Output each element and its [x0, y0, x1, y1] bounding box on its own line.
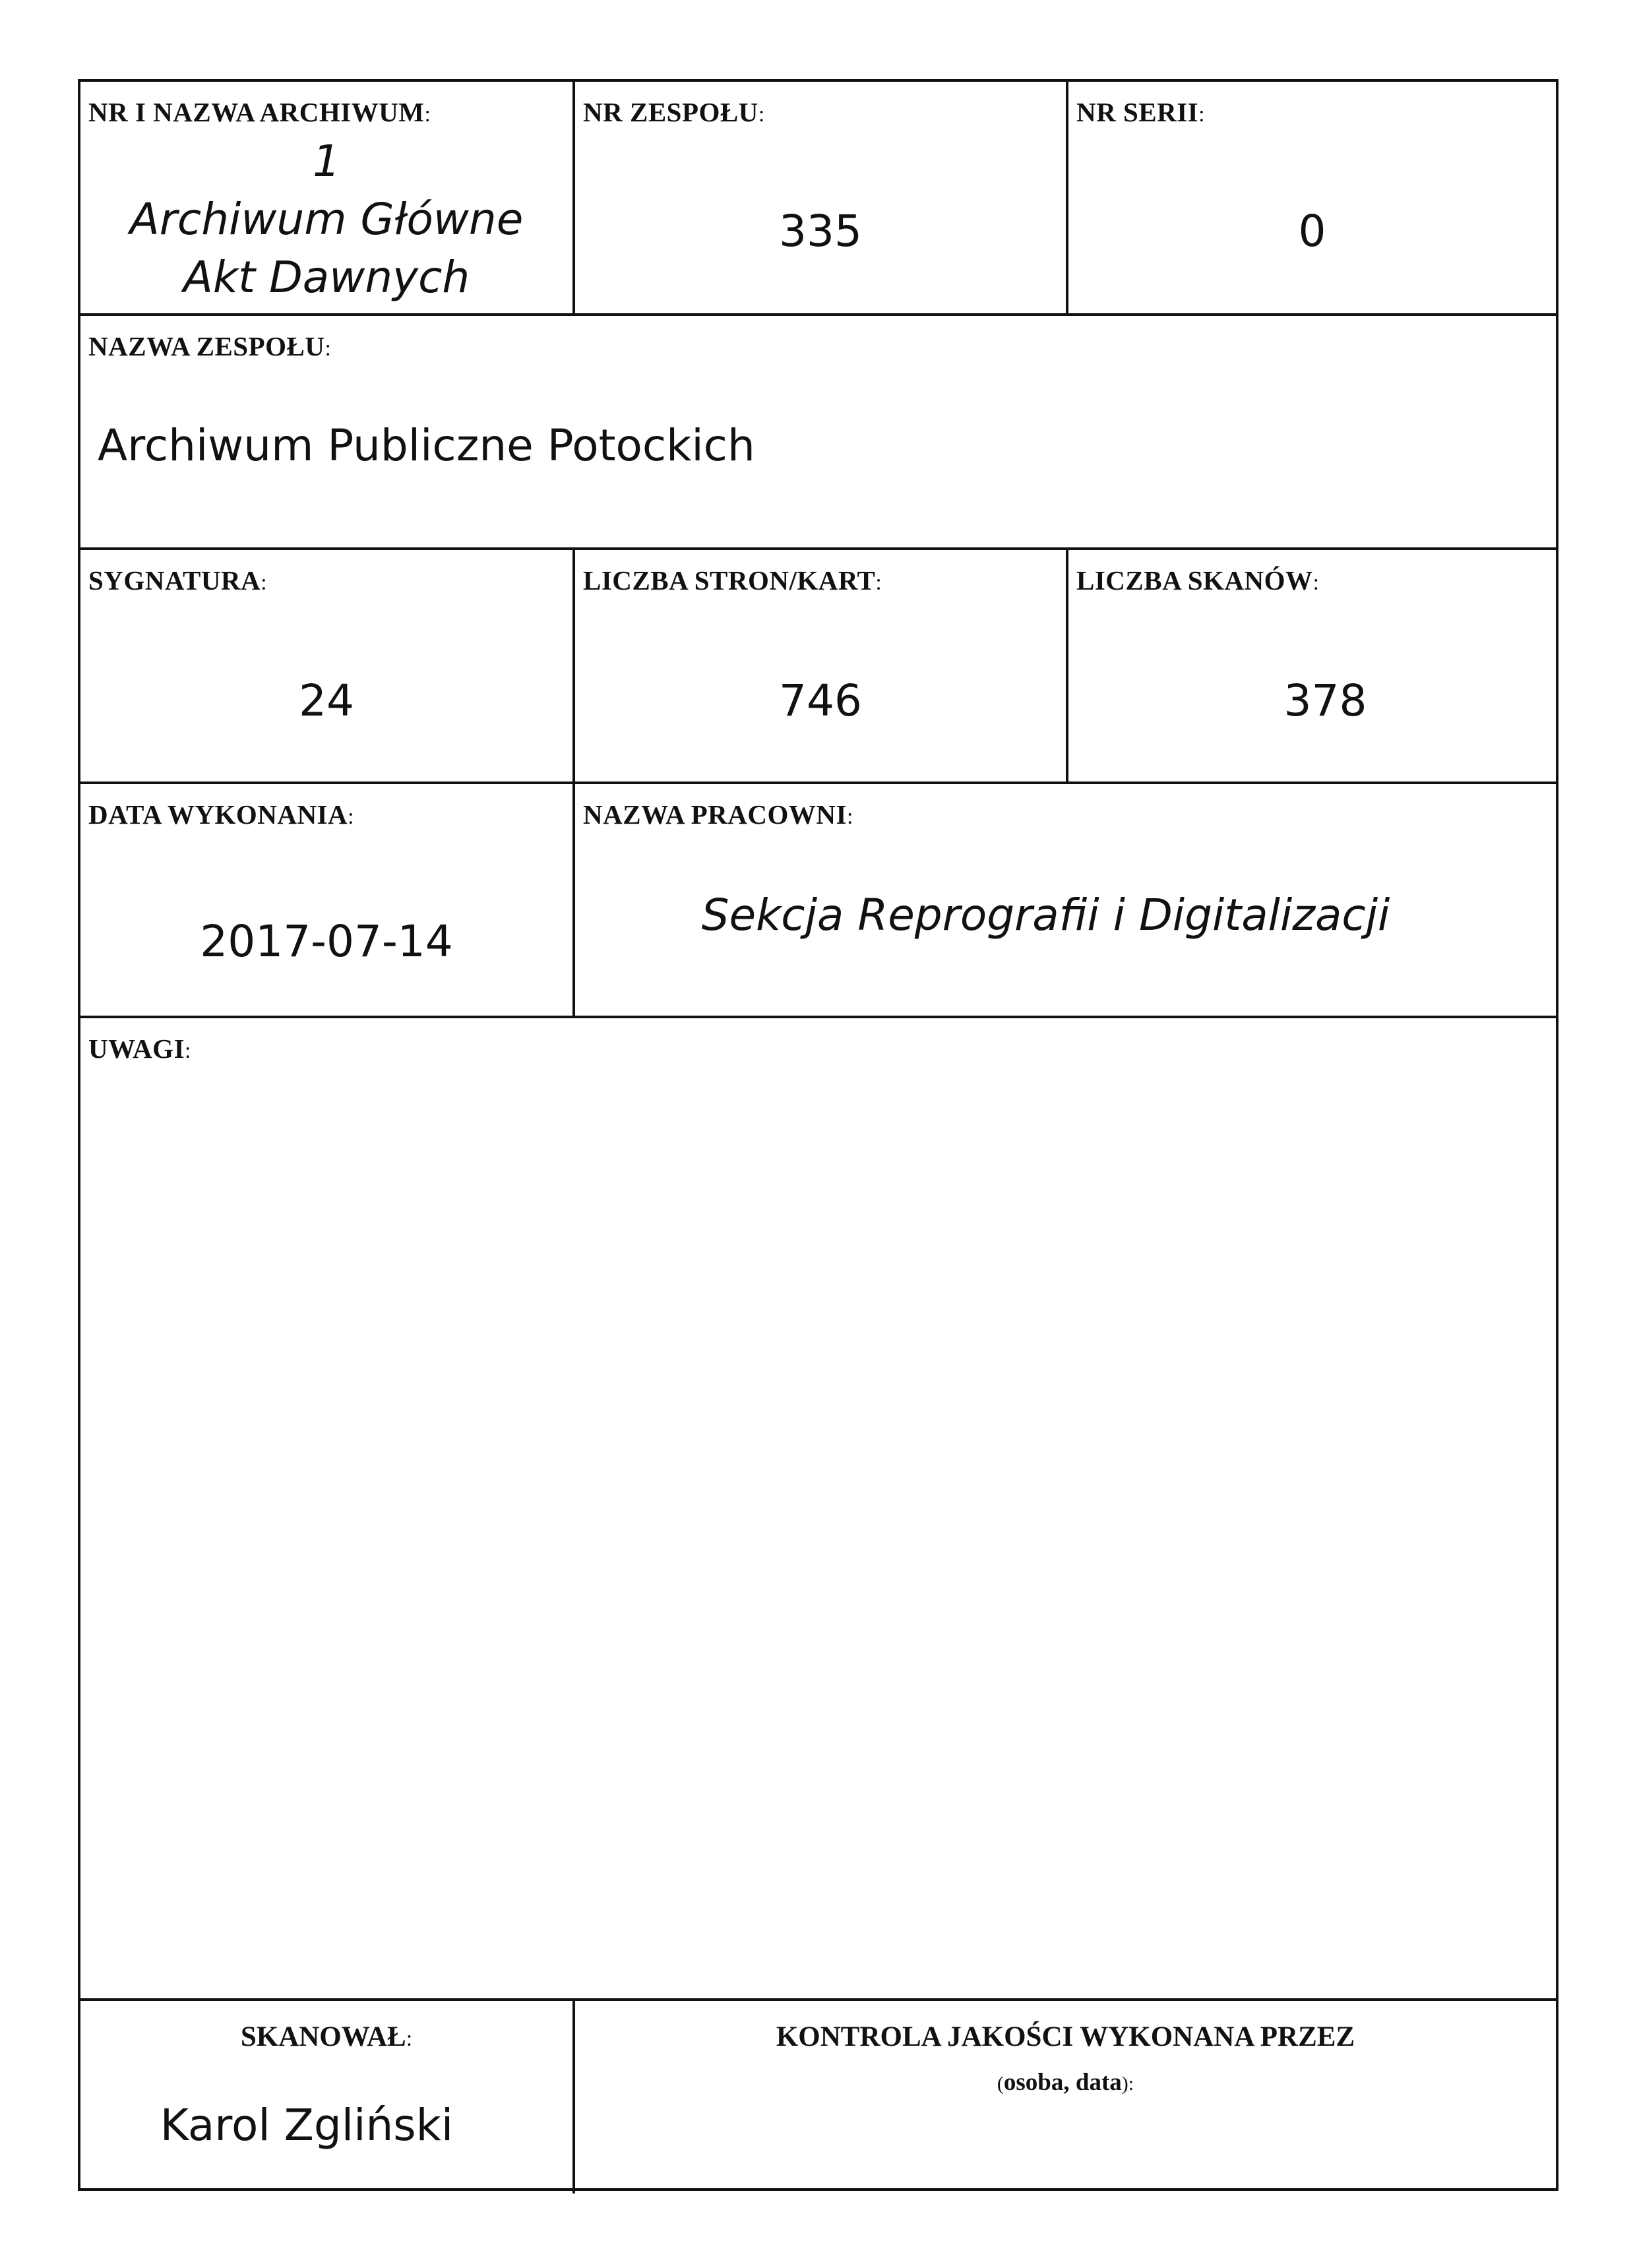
- signature-cell: [80, 550, 572, 782]
- fonds-number-value: 335: [779, 206, 862, 257]
- remarks-label: UWAGI:: [88, 1033, 191, 1064]
- fonds-number-cell: [575, 82, 1066, 313]
- scanned-by-value: Karol Zgliński: [160, 2100, 454, 2151]
- page-count-value: 746: [779, 675, 862, 726]
- signature-value: 24: [299, 675, 354, 726]
- quality-control-cell: [575, 2001, 1556, 2191]
- scan-count-cell: [1068, 550, 1556, 782]
- workshop-label: NAZWA PRACOWNI:: [583, 799, 853, 830]
- archive-number: 1: [313, 136, 340, 187]
- execution-date-value: 2017-07-14: [200, 916, 453, 967]
- workshop-cell: [575, 784, 1556, 1016]
- workshop-value: Sekcja Reprografii i Digitalizacji: [701, 890, 1390, 940]
- fonds-name-label: NAZWA ZESPOŁU:: [88, 331, 332, 361]
- scan-count-label: LICZBA SKANÓW:: [1076, 565, 1320, 596]
- remarks-cell: [80, 1018, 1556, 1998]
- scanned-by-label: SKANOWAŁ:: [240, 2021, 413, 2052]
- page-count-label: LICZBA STRON/KART:: [583, 565, 882, 596]
- fonds-name-value: Archiwum Publiczne Potockich: [98, 420, 755, 471]
- series-number-value: 0: [1298, 206, 1326, 257]
- archive-name-line1: Archiwum Główne: [129, 194, 524, 245]
- scan-count-value: 378: [1283, 675, 1367, 726]
- quality-control-label: KONTROLA JAKOŚCI WYKONANA PRZEZ: [776, 2021, 1355, 2052]
- metadata-form: [78, 79, 1558, 2191]
- archive-cell: [80, 82, 572, 313]
- execution-date-cell: [80, 784, 572, 1016]
- execution-date-label: DATA WYKONANIA:: [88, 799, 355, 830]
- series-number-label: NR SERII:: [1076, 97, 1206, 127]
- fonds-number-label: NR ZESPOŁU:: [583, 97, 765, 127]
- archive-label: NR I NAZWA ARCHIWUM:: [88, 97, 431, 127]
- scanned-by-cell: [80, 2001, 572, 2191]
- signature-label: SYGNATURA:: [88, 565, 268, 596]
- page-count-cell: [575, 550, 1066, 782]
- series-number-cell: [1068, 82, 1556, 313]
- fonds-name-cell: [80, 316, 1556, 547]
- quality-control-sub-label: (osoba, data):: [997, 2069, 1134, 2096]
- archive-name-line2: Akt Dawnych: [183, 252, 470, 303]
